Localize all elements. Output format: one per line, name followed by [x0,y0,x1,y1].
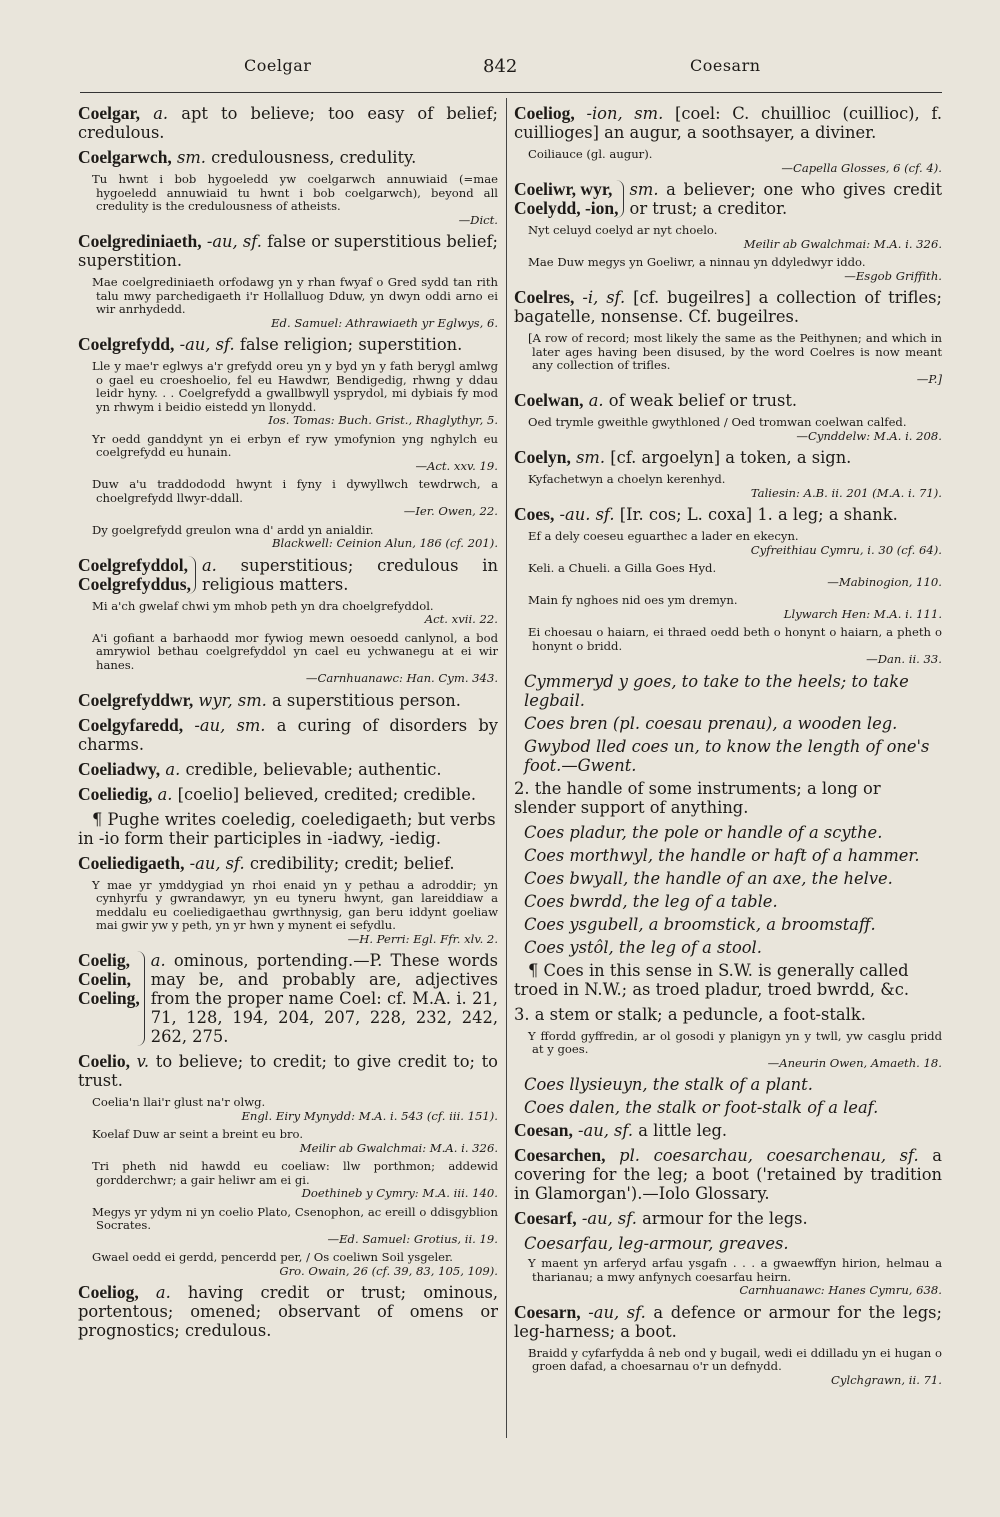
left-guide-word: Coelgar [244,56,312,75]
headword-group [78,556,196,594]
grammar-label: -au. sf. [559,505,615,524]
dictionary-entry [78,785,498,804]
definition: a defence or armour for the legs; leg-harness; a boot. [514,1302,942,1341]
page-number: 842 [483,56,518,77]
headword: Coelyn, [514,447,571,467]
citation [514,148,942,175]
grammar-label: -au, sm. [194,715,266,735]
left-column [78,104,498,1434]
phrase-example: Coes bren (pl. coesau prenau), a wooden leg. [524,713,898,733]
definition: of weak belief or trust. [608,391,798,410]
headword: Coesarf, [514,1208,577,1228]
grammar-label: -i, sf. [582,288,626,307]
dictionary-entry [514,1209,942,1228]
definition [151,951,498,1046]
citation-source: —Cynddelw: M.A. i. 208. [796,428,942,443]
citation-source: —P.] [916,371,942,386]
grammar-label: wyr, sm. [198,690,267,710]
dictionary-entry [514,448,942,467]
headword: Coeliog, [78,1282,139,1302]
grammar-label: a. [165,759,181,779]
grammar-label: sm. [576,448,606,467]
definition-text: a believer; one who gives credit or trust; a creditor. [629,180,942,218]
citation-source: —Aneurin Owen, Amaeth. 18. [767,1055,942,1070]
grammar-label: a. [155,1283,171,1302]
citation [78,1096,498,1123]
definition: a superstitious person. [272,690,461,710]
dictionary-entry [514,288,942,326]
definition: to believe; to credit; to give credit to; to trust. [78,1052,498,1090]
citation-source: —Act. xxv. 19. [415,458,498,473]
headword: Coelres, [514,287,575,307]
definition: credible, believable; authentic. [185,759,442,779]
headword: Coelgrefyddol, [78,554,189,575]
headword: Coelio, [78,1051,131,1071]
citation [78,524,498,551]
citation [78,276,498,330]
citation [514,1030,942,1071]
grammar-label: -au, sf. [578,1121,634,1140]
citation-source: Doethineb y Cymry: M.A. iii. 140. [301,1186,498,1200]
definition: apt to believe; too easy of belief; credulous. [78,104,498,142]
citation-text: Duw a'u traddododd hwynt i fyny i dywyllwch tewdrwch, a choelgrefydd llwyr-ddall. [92,477,498,505]
citation-source: —Esgob Griffith. [844,268,942,283]
citation-text: Oed trymle gweithle gwythloned / Oed tromwan coelwan calfed. [528,415,907,429]
column-divider [506,98,507,1438]
citation-source: Ed. Samuel: Athrawiaeth yr Eglwys, 6. [271,315,498,330]
headword: Coeling, [78,988,140,1008]
definition-text: superstitious; credulous in religious matters. [201,555,498,594]
headword: Coelig, [78,950,131,970]
headword: Coelgrediniaeth, [78,231,202,251]
headword: Coeliog, [514,104,575,123]
citation-text: Kyfachetwyn a choelyn kerenhyd. [528,472,726,486]
headword: Coelgarwch, [78,147,172,167]
citation-text: Ef a dely coeseu eguarthec a lader en ekecyn. [528,529,799,543]
dictionary-entry [78,232,498,270]
citation-text: Y ffordd gyffredin, ar ol gosodi y planigyn yn y twll, yw casglu pridd at y goes. [528,1028,942,1056]
citation [514,416,942,443]
citation [78,1206,498,1247]
dictionary-entry [514,1146,942,1203]
definition: [coelio] believed, credited; credible. [177,784,477,804]
grammar-label: a. [588,391,604,410]
definition: a little leg. [638,1121,728,1140]
citation [78,879,498,947]
phrase-example: Coes morthwyl, the handle or haft of a hammer. [524,845,920,865]
dictionary-entry [78,148,498,167]
citation [514,626,942,667]
headword-group [514,180,624,218]
citation [514,1257,942,1298]
headword: Coesarn, [514,1301,581,1322]
headword: Coelydd, -ion, [514,198,619,218]
citation-text: Braidd y cyfarfydda â neb ond y bugail, wedi ei ddilladu yn ei hugan o groen dafad, a choesarnau o'r un defnydd. [528,1345,942,1373]
grammar-label: -au, sf. [189,853,245,873]
dictionary-entry [78,104,498,142]
dictionary-entry [78,760,498,779]
citation [514,530,942,557]
citation-source: —Capella Glosses, 6 (cf. 4). [781,160,942,175]
usage-note: ¶ Pughe writes coeledig, coeledigaeth; but verbs in -io form their participles in -iadwy, -iedig. [78,809,496,848]
definition: having credit or trust; ominous, portentous; omened; observant of omens or prognostics; credulous. [78,1283,498,1340]
definition [630,180,942,218]
citation [514,562,942,589]
definition: [coel: C. chuillioc (cuillioc), f. cuillioges] an augur, a soothsayer, a diviner. [514,104,942,142]
citation [78,360,498,428]
citation-source: Cyfreithiau Cymru, i. 30 (cf. 64). [750,542,942,557]
definition: a curing of disorders by charms. [78,715,498,754]
phrase-example: Coes llysieuyn, the stalk of a plant. [524,1075,813,1094]
citation-text: Main fy nghoes nid oes ym dremyn. [528,593,738,607]
citation [514,473,942,500]
citation [78,1128,498,1155]
grammar-label: a. [153,104,169,123]
citation-text: Nyt celuyd coelyd ar nyt choelo. [528,223,718,237]
headword: Coeliedigaeth, [78,852,185,873]
definition: [cf. bugeilres] a collection of trifles; bagatelle, nonsense. Cf. bugeilres. [514,288,942,326]
grammar-label: -ion, sm. [586,104,664,123]
citation-source: —Mabinogion, 110. [827,574,942,589]
definition: a covering for the leg; a boot ('retained by tradition in Glamorgan').—Iolo Glossary. [514,1146,942,1203]
grammar-label: sm. [177,148,206,167]
citation-text: Coelia'n llai'r glust na'r olwg. [92,1095,266,1109]
headword-group [78,951,145,1046]
phrase-example: Gwybod lled coes un, to know the length of one's foot.—Gwent. [524,736,930,775]
citation-text: Keli. a Chueli. a Gilla Goes Hyd. [528,561,717,575]
citation-source: —Dan. ii. 33. [866,652,942,666]
phrase-example: Coes dalen, the stalk or foot-stalk of a leaf. [524,1098,879,1117]
citation [514,332,942,386]
citation [514,256,942,283]
citation-text: Mae Duw megys yn Goeliwr, a ninnau yn ddyledwyr iddo. [528,255,866,269]
usage-note: ¶ Coes in this sense in S.W. is generally called troed in N.W.; as troed pladur, troed bwrdd, &c. [514,960,910,999]
citation-text: Mae coelgrediniaeth orfodawg yn y rhan fwyaf o Gred sydd tan rith talu mwy parchedigaeth i'r Hollalluog Dduw, yn dwyn oddi arno ei wir anrhydedd. [92,275,498,316]
citation [78,478,498,519]
citation-source: —Ed. Samuel: Grotius, ii. 19. [327,1231,498,1246]
headword: Coesan, [514,1120,573,1140]
grammar-label: a. [157,784,173,804]
dictionary-entry [78,691,498,710]
citation-text: Mi a'ch gwelaf chwi ym mhob peth yn dra choelgrefyddol. [92,598,434,613]
citation-source: Llywarch Hen: M.A. i. 111. [783,606,942,621]
grammar-label: pl. coesarchau, coesarchenau, sf. [619,1146,919,1165]
sense-definition: 3. a stem or stalk; a peduncle, a foot-stalk. [514,1004,866,1024]
grammar-label: -au, sf. [206,232,262,251]
citation-text: Lle y mae'r eglwys a'r grefydd oreu yn y byd yn y fath berygl amlwg o gael eu croeshoelio, fel eu Hawdwr, Bendigedig, rhwng y ddau leidr hyny. . . Coelgrefydd a gwallbwyll ysprydol, mi dybiais fy mod yn rhwym i beidio eistedd yn llonydd. [92,359,498,414]
citation-text: Tri pheth nid hawdd eu coeliaw: llw porthmon; addewid gordderchwr; a gair heliwr am ei gi. [92,1159,498,1187]
header-rule [80,92,942,93]
citation-source: Act. xvii. 22. [424,612,498,626]
citation-source: Carnhuanawc: Hanes Cymru, 638. [739,1283,942,1297]
citation-text: Tu hwnt i bob hygoeledd yw coelgarwch annuwiaid (=mae hygoeledd annuwiaid tu hwnt i bob coelgarwch), beyond all credulity is the credulousness of atheists. [92,172,498,213]
citation-source: Engl. Eiry Mynydd: M.A. i. 543 (cf. iii. 151). [241,1108,498,1123]
dictionary-entry [78,854,498,873]
headword: Coelgrefydd, [78,334,175,354]
grammar-label: -au, sf. [179,335,235,354]
page-header [0,56,1000,86]
phrase-example: Coes bwyall, the handle of an axe, the helve. [524,868,893,888]
citation [514,594,942,621]
dictionary-entry [514,505,942,524]
citation-source: Cylchgrawn, ii. 71. [831,1372,942,1387]
phrase-example: Coes pladur, the pole or handle of a scythe. [524,822,883,842]
citation-source: Taliesin: A.B. ii. 201 (M.A. i. 71). [750,485,942,500]
definition: credibility; credit; belief. [249,853,455,873]
right-column [514,104,942,1449]
citation-text: Ei choesau o haiarn, ei thraed oedd beth o honynt o haiarn, a pheth o honynt o bridd. [528,625,942,653]
definition: armour for the legs. [642,1209,808,1228]
headword: Coesarchen, [514,1145,606,1165]
citation-text: Megys yr ydym ni yn coelio Plato, Csenophon, ac ereill o ddisgyblion Socrates. [92,1204,498,1232]
dictionary-entry [78,1283,498,1340]
citation-text: Coiliauce (gl. augur). [528,147,653,161]
definition: [Ir. cos; L. coxa] 1. a leg; a shank. [619,505,898,524]
citation-source: —H. Perri: Egl. Ffr. xlv. 2. [347,931,498,946]
citation-source: —Ier. Owen, 22. [403,504,498,518]
citation-source: Blackwell: Ceinion Alun, 186 (cf. 201). [272,536,498,550]
headword: Coelgyfaredd, [78,714,184,735]
headword: Coelwan, [514,390,584,410]
grouped-entry [514,180,942,218]
definition [202,556,498,594]
citation-text: Y mae yr ymddygiad yn rhoi enaid yn y pethau a adroddir; yn cynhyrfu y gwrandawyr, yn eu tyneru hwynt, gan lareiddiaw a meddalu eu coeliedigaethau gwrthnysig, gan beru iddynt goeliaw mai gwir yw y peth, yn yr hwn y mynent ei sefydlu. [92,877,498,932]
citation-text: Gwael oedd ei gerdd, pencerdd per, / Os coeliwn Soil ysgeler. [92,1250,453,1264]
headword: Coelgrefyddus, [78,573,191,594]
citation-source: Gro. Owain, 26 (cf. 39, 83, 105, 109). [279,1263,498,1278]
citation [78,632,498,686]
citation [78,173,498,227]
dictionary-entry [78,716,498,754]
grouped-entry [78,951,498,1046]
headword: Coes, [514,504,555,524]
grammar-label: v. [136,1052,150,1071]
citation-text: Yr oedd ganddynt yn ei erbyn ef ryw ymofynion yng nghylch eu coelgrefydd eu hunain. [92,431,498,459]
headword: Coelgar, [78,104,141,123]
headword: Coeliwr, wyr, [514,179,613,199]
definition: false or superstitious belief; superstition. [78,232,498,270]
citation-text: Y maent yn arferyd arfau ysgafn . . . a gwaewffyn hirion, helmau a tharianau; a mwy anfynych coesarfau heirn. [528,1256,942,1284]
dictionary-entry [78,1052,498,1090]
citation-text: Koelaf Duw ar seint a breint eu bro. [92,1127,304,1141]
citation [78,1160,498,1201]
phrase-example: Cymmeryd y goes, to take to the heels; to take legbail. [524,671,909,710]
definition: false religion; superstition. [239,335,463,354]
citation [514,224,942,251]
grammar-label: a. [150,951,166,970]
dictionary-entry [514,1303,942,1341]
citation [78,433,498,474]
dictionary-entry [514,1121,942,1140]
definition-text: ominous, portending.—P. These words may be, and probably are, adjectives from the proper name Coel: cf. M.A. i. 21, 71, 128, 194, 204, 207, 228, 232, 242, 262, 275. [150,951,498,1046]
headword: Coeliadwy, [78,758,161,779]
grammar-label: sm. [629,180,659,199]
citation-text: Dy goelgrefydd greulon wna d' ardd yn anialdir. [92,522,374,537]
citation-source: —Dict. [458,212,498,227]
phrase-example: Coes bwrdd, the leg of a table. [524,891,778,911]
right-guide-word: Coesarn [690,56,761,75]
definition: [cf. argoelyn] a token, a sign. [610,448,852,467]
phrase-example: Coes ysgubell, a broomstick, a broomstaff. [524,914,876,934]
grammar-label: -au, sf. [588,1302,646,1322]
dictionary-entry [514,104,942,142]
definition: credulousness, credulity. [211,148,417,167]
headword: Coeliedig, [78,783,153,804]
grammar-label: a. [201,555,217,575]
citation-text: A'i gofiant a barhaodd mor fywiog mewn oesoedd canlynol, a bod amrywiol bethau coelgrefyddol yn cael eu ychwanegu at ei wir hanes. [92,630,498,672]
citation-source: Ios. Tomas: Buch. Grist., Rhaglythyr, 5. [268,413,498,427]
citation-source: —Carnhuanawc: Han. Cym. 343. [305,671,498,685]
sense-definition: 2. the handle of some instruments; a long or slender support of anything. [514,778,881,817]
headword: Coelgrefyddwr, [78,689,194,710]
citation [78,1251,498,1278]
citation-source: Meilir ab Gwalchmai: M.A. i. 326. [743,236,942,251]
dictionary-entry [514,391,942,410]
citation [514,1347,942,1388]
headword: Coelin, [78,969,131,989]
citation-source: Meilir ab Gwalchmai: M.A. i. 326. [299,1140,498,1155]
grammar-label: -au, sf. [581,1209,637,1228]
citation [78,600,498,627]
phrase-example: Coes ystôl, the leg of a stool. [524,937,762,957]
citation-text: [A row of record; most likely the same as the Peithynen; and which in later ages having been disused, by the word Coelres is now meant any collection of trifles. [528,331,942,372]
grouped-entry [78,556,498,594]
dictionary-entry [78,335,498,354]
phrase-example: Coesarfau, leg-armour, greaves. [524,1234,789,1253]
